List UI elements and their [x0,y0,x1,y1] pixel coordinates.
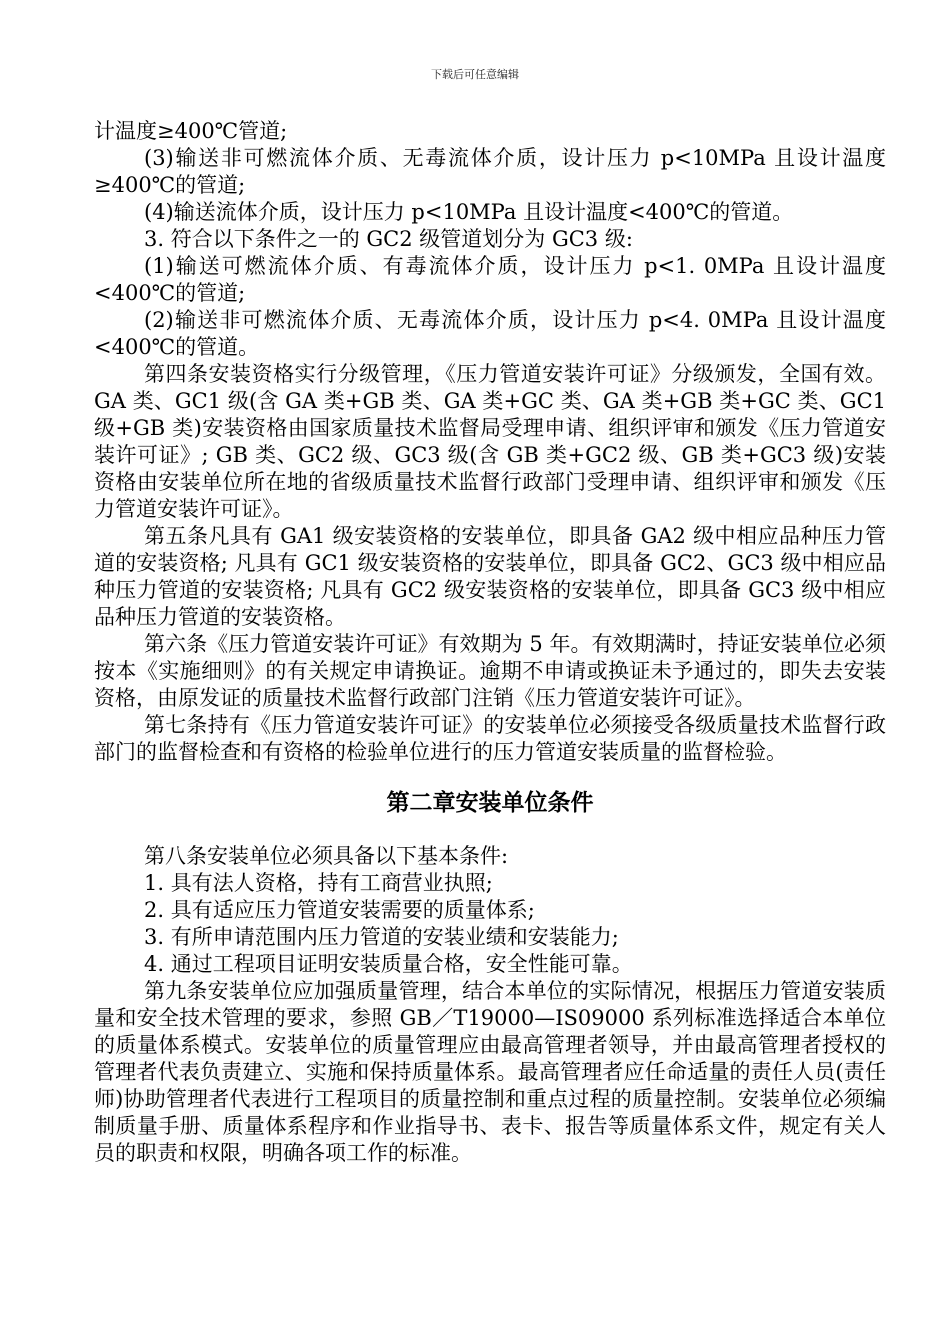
paragraph: 第八条安装单位必须具备以下基本条件: [144,844,509,868]
paragraph: (3)输送非可燃流体介质、无毒流体介质，设计压力 p<10MPa 且设计温度≥400℃的管道; [94,146,886,197]
paragraph: 3. 符合以下条件之一的 GC2 级管道划分为 GC3 级: [144,227,633,251]
paragraph: 计温度≥400℃管道; [94,119,288,143]
paragraph: 3. 有所申请范围内压力管道的安装业绩和安装能力; [144,925,619,949]
paragraph: (4)输送流体介质，设计压力 p<10MPa 且设计温度<400℃的管道。 [144,200,794,224]
paragraph: (1)输送可燃流体介质、有毒流体介质，设计压力 p<1. 0MPa 且设计温度<400℃的管道; [94,254,886,305]
paragraph: 第四条安装资格实行分级管理，《压力管道安装许可证》分级颁发，全国有效。GA 类、GC1 级(含 GA 类+GB 类、GA 类+GC 类、GA 类+GB 类+GC 类、GC1 级+GB 类)安装资格由国家质量技术监督局受理申请、组织评审和颁发《压力管道安装许可证》; GB 类、GC2 级、GC3 级(含 GB 类+GC2 级、GB 类+GC3 级)安装资格由安装单位所在地的省级质量技术监督行政部门受理申请、组织评审和颁发《压力管道安装许可证》。 [94,362,886,521]
paragraph: 第九条安装单位应加强质量管理，结合本单位的实际情况，根据压力管道安装质量和安全技术管理的要求，参照 GB／T19000—IS09000 系列标准选择适合本单位的质量体系模式。安装单位的质量管理应由最高管理者领导，并由最高管理者授权的管理者代表负责建立、实施和保持质量体系。最高管理者应任命适量的责任人员(责任师)协助管理者代表进行工程项目的质量控制和重点过程的质量控制。安装单位必须编制质量手册、质量体系程序和作业指导书、表卡、报告等质量体系文件，规定有关人员的职责和权限，明确各项工作的标准。 [94,979,886,1165]
paragraph: 4. 通过工程项目证明安装质量合格，安全性能可靠。 [144,952,633,976]
chapter-title: 第二章安装单位条件 [386,790,594,816]
paragraph: 1. 具有法人资格，持有工商营业执照; [144,871,493,895]
paragraph: 第七条持有《压力管道安装许可证》的安装单位必须接受各级质量技术监督行政部门的监督检查和有资格的检验单位进行的压力管道安装质量的监督检验。 [94,713,886,764]
paragraph: 第六条《压力管道安装许可证》有效期为 5 年。有效期满时，持证安装单位必须按本《实施细则》的有关规定申请换证。逾期不申请或换证未予通过的，即失去安装资格，由原发证的质量技术监督行政部门注销《压力管道安装许可证》。 [94,632,886,710]
paragraph: (2)输送非可燃流体介质、无毒流体介质，设计压力 p<4. 0MPa 且设计温度<400℃的管道。 [94,308,886,359]
page-header: 下载后可任意编辑 [431,68,519,81]
paragraph: 第五条凡具有 GA1 级安装资格的安装单位，即具备 GA2 级中相应品种压力管道的安装资格; 凡具有 GC1 级安装资格的安装单位，即具备 GC2、GC3 级中相应品种压力管道的安装资格; 凡具有 GC2 级安装资格的安装单位，即具备 GC3 级中相应品种压力管道的安装资格。 [94,524,886,629]
section-top [94,118,886,766]
paragraph: 2. 具有适应压力管道安装需要的质量体系; [144,898,535,922]
document-body [94,118,886,1167]
section-bottom [94,843,886,1167]
